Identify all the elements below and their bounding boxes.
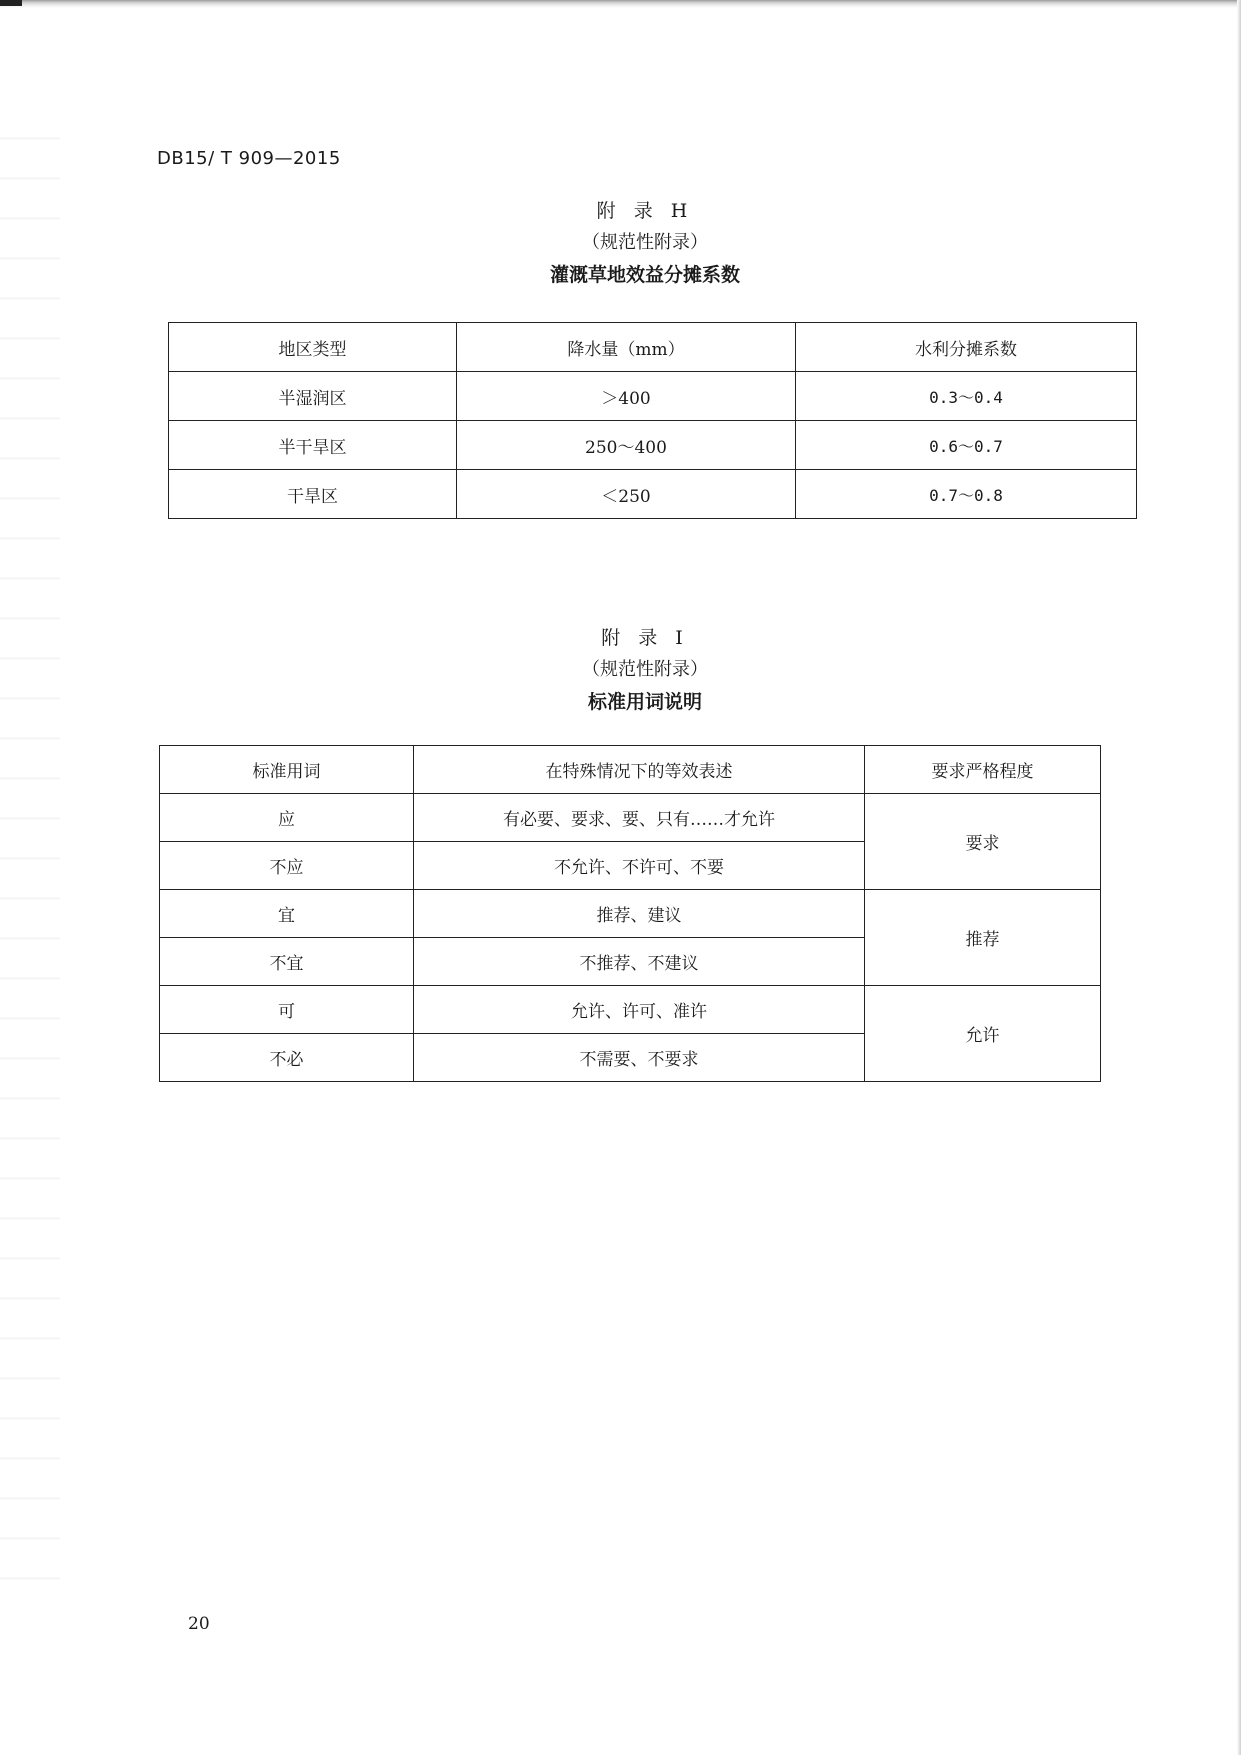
appendix-h-title: 附 录 H <box>596 200 694 222</box>
cell-region: 半干旱区 <box>169 421 457 470</box>
cell-region: 干旱区 <box>169 470 457 519</box>
scan-edge-left <box>0 100 60 1600</box>
cell-strictness: 要求 <box>865 794 1101 890</box>
table-header-row <box>160 746 1101 794</box>
table-header-row <box>169 323 1137 372</box>
appendix-h-heading <box>0 195 1241 291</box>
appendix-i-table <box>159 745 1101 1082</box>
appendix-h-subtitle: （规范性附录） <box>582 232 708 253</box>
appendix-i-title: 附 录 I <box>601 627 689 649</box>
header-cell-strictness: 要求严格程度 <box>865 746 1101 794</box>
header-cell-term: 标准用词 <box>160 746 414 794</box>
header-cell-region: 地区类型 <box>169 323 457 372</box>
document-code: DB15/ T 909—2015 <box>157 148 341 169</box>
cell-equivalent: 不推荐、不建议 <box>414 938 865 986</box>
cell-term: 可 <box>160 986 414 1034</box>
cell-coefficient: 0.3～0.4 <box>796 372 1137 421</box>
header-cell-coefficient: 水利分摊系数 <box>796 323 1137 372</box>
cell-equivalent: 不允许、不许可、不要 <box>414 842 865 890</box>
page-number: 20 <box>188 1614 210 1634</box>
cell-term: 宜 <box>160 890 414 938</box>
appendix-i-name: 标准用词说明 <box>587 691 702 713</box>
table-row <box>169 470 1137 519</box>
cell-equivalent: 允许、许可、准许 <box>414 986 865 1034</box>
table-row <box>160 794 1101 842</box>
cell-strictness: 允许 <box>865 986 1101 1082</box>
header-cell-equivalent: 在特殊情况下的等效表述 <box>414 746 865 794</box>
cell-equivalent: 推荐、建议 <box>414 890 865 938</box>
table-row <box>169 372 1137 421</box>
header-cell-precipitation: 降水量（mm） <box>457 323 796 372</box>
cell-coefficient: 0.6～0.7 <box>796 421 1137 470</box>
appendix-i-subtitle: （规范性附录） <box>582 659 708 680</box>
table-row <box>169 421 1137 470</box>
table-row <box>160 986 1101 1034</box>
scan-edge-top <box>0 0 1241 8</box>
appendix-h-name: 灌溉草地效益分摊系数 <box>549 264 740 286</box>
appendix-h-table <box>168 322 1137 519</box>
cell-precipitation: ＞400 <box>457 372 796 421</box>
cell-precipitation: ＜250 <box>457 470 796 519</box>
table-row <box>160 890 1101 938</box>
cell-term: 不必 <box>160 1034 414 1082</box>
cell-term: 不宜 <box>160 938 414 986</box>
cell-term: 应 <box>160 794 414 842</box>
cell-precipitation: 250～400 <box>457 421 796 470</box>
cell-coefficient: 0.7～0.8 <box>796 470 1137 519</box>
cell-region: 半湿润区 <box>169 372 457 421</box>
cell-equivalent: 不需要、不要求 <box>414 1034 865 1082</box>
cell-term: 不应 <box>160 842 414 890</box>
cell-strictness: 推荐 <box>865 890 1101 986</box>
appendix-i-heading <box>0 622 1241 718</box>
cell-equivalent: 有必要、要求、要、只有……才允许 <box>414 794 865 842</box>
scan-mark <box>0 0 22 6</box>
